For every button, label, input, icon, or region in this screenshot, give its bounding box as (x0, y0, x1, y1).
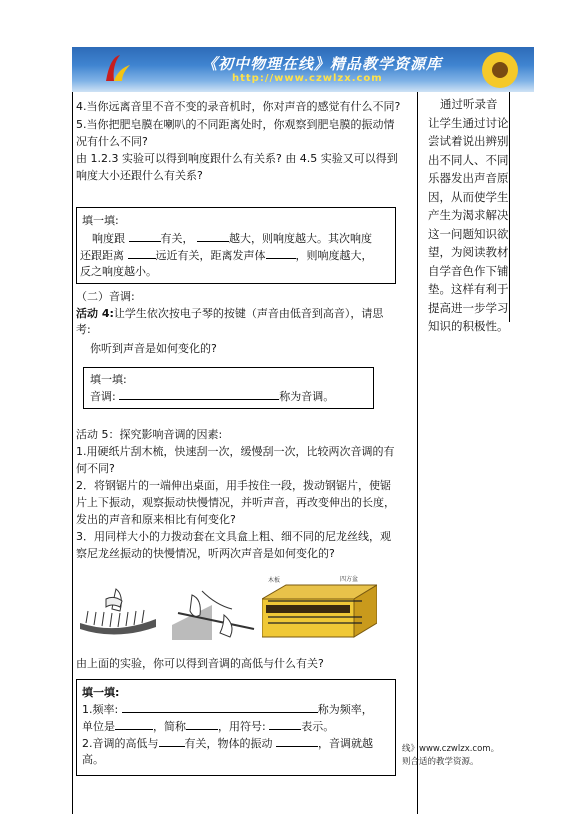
fill-line: 高。 (82, 753, 104, 766)
activity-5-step3: 3．用同样大小的力拨动套在文具盒上粗、细不同的尼龙丝线，观 (76, 530, 391, 543)
activity-5-step1: 1.用硬纸片刮木梳，快速刮一次，缓慢刮一次，比较两次音调的有 (76, 445, 395, 458)
footer-note-line: 则合适的教学资源。 (402, 757, 479, 767)
banner-url[interactable]: http://www.czwlzx.com (232, 73, 383, 84)
note-line: 提高进一步学习 (428, 300, 509, 315)
fill-box-title: 填一填: (82, 686, 120, 699)
activity-5-step2: 发出的声音和原来相比有何变化? (76, 513, 236, 526)
blank-field[interactable] (129, 230, 161, 242)
fill-line: 2.音调的高低与 有关，物体的振动 ，音调就越 (82, 737, 373, 750)
activity-5-step3: 察尼龙丝振动的快慢情况，听两次声音是如何变化的? (76, 547, 335, 560)
blank-field[interactable] (197, 230, 229, 242)
section-heading: （二）音调: (76, 290, 135, 303)
header-banner (72, 47, 534, 92)
note-line: 自学音色作下铺 (428, 263, 509, 278)
note-line: 出不同人、不同 (428, 152, 509, 167)
question-5-line2: 况有什么不同? (76, 135, 148, 148)
box-label: 四方盆 (340, 576, 359, 583)
nylon-string-box-illustration (262, 573, 377, 643)
note-line: 尝试着说出辨别 (428, 134, 509, 148)
fill-line: 1.频率: 称为频率， (82, 703, 373, 716)
fill-line: 单位是 ，简称 ，用符号: 表示。 (82, 720, 335, 733)
note-line: 通过听录音 (440, 97, 498, 111)
fill-line: 音调: 称为音调。 (90, 390, 335, 403)
blank-field[interactable] (159, 735, 185, 747)
footer-site-line: 线》www.czwlzx.com。 (402, 744, 500, 754)
note-line: 知识的积极性。 (428, 319, 509, 333)
note-line: 乐器发出声音原 (428, 171, 509, 185)
blank-field[interactable] (186, 718, 218, 730)
note-line: 这一问题知识欲 (428, 226, 509, 241)
activity-4-line2: 考: (76, 323, 91, 336)
blank-field[interactable] (269, 718, 301, 730)
fill-line: 反之响度越小。 (80, 265, 157, 278)
board-label: 木板 (268, 577, 281, 584)
fill-box-title: 填一填: (82, 214, 119, 227)
blank-field[interactable] (128, 247, 156, 259)
fill-line: 还跟距离 远近有关，距离发声体 ，则响度越大， (80, 249, 373, 262)
blank-field[interactable] (115, 718, 153, 730)
activity-4-question: 你听到声音是如何变化的? (90, 342, 217, 355)
question-4: 4.当你远离音里不音不变的录音机时，你对声音的感觉有什么不同? (76, 100, 401, 113)
note-line: 产生为渴求解决 (428, 208, 509, 222)
fill-box-title: 填一填: (90, 373, 127, 386)
activity-5-title: 活动 5：探究影响音调的因素: (76, 428, 223, 441)
blank-field[interactable] (266, 247, 296, 259)
activity-4: 活动 4:让学生依次按电子琴的按键（声音由低音到高音），请思 (76, 307, 384, 320)
saw-blade-experiment-illustration (172, 585, 258, 640)
blank-field[interactable] (119, 388, 279, 400)
question-summary-line2: 响度大小还跟什么有关系? (76, 169, 203, 182)
note-line: 让学生通过讨论 (428, 115, 509, 130)
fill-line: 响度跟 有关， 越大，则响度越大。其次响度 (92, 232, 372, 245)
activity-5-step1: 何不同? (76, 462, 115, 475)
teaching-notes (428, 95, 508, 336)
blank-field[interactable] (122, 701, 318, 713)
logo-icon (100, 51, 136, 87)
comb-experiment-illustration (76, 585, 160, 639)
sunflower-icon (474, 49, 526, 91)
question-summary-line1: 由 1.2.3 实验可以得到响度跟什么有关系? 由 4.5 实验又可以得到 (76, 152, 398, 165)
note-line: 因，从而使学生 (428, 189, 509, 204)
note-line: 垫。这样有利于 (428, 282, 509, 296)
activity-5-step2: 2．将钢锯片的一端伸出桌面，用手按住一段，拨动钢锯片，使锯 (76, 479, 391, 492)
note-line: 望，为阅读教材 (428, 245, 509, 259)
conclusion-question: 由上面的实验，你可以得到音调的高低与什么有关? (76, 657, 324, 670)
question-5-line1: 5.当你把肥皂膜在喇叭的不同距离处时，你观察到肥皂膜的振动情 (76, 118, 395, 131)
banner-title: 《初中物理在线》精品教学资源库 (202, 55, 443, 73)
blank-field[interactable] (276, 735, 318, 747)
activity-5-step2: 片上下振动，观察振动快慢情况，并听声音，再改变伸出的长度， (76, 496, 395, 509)
